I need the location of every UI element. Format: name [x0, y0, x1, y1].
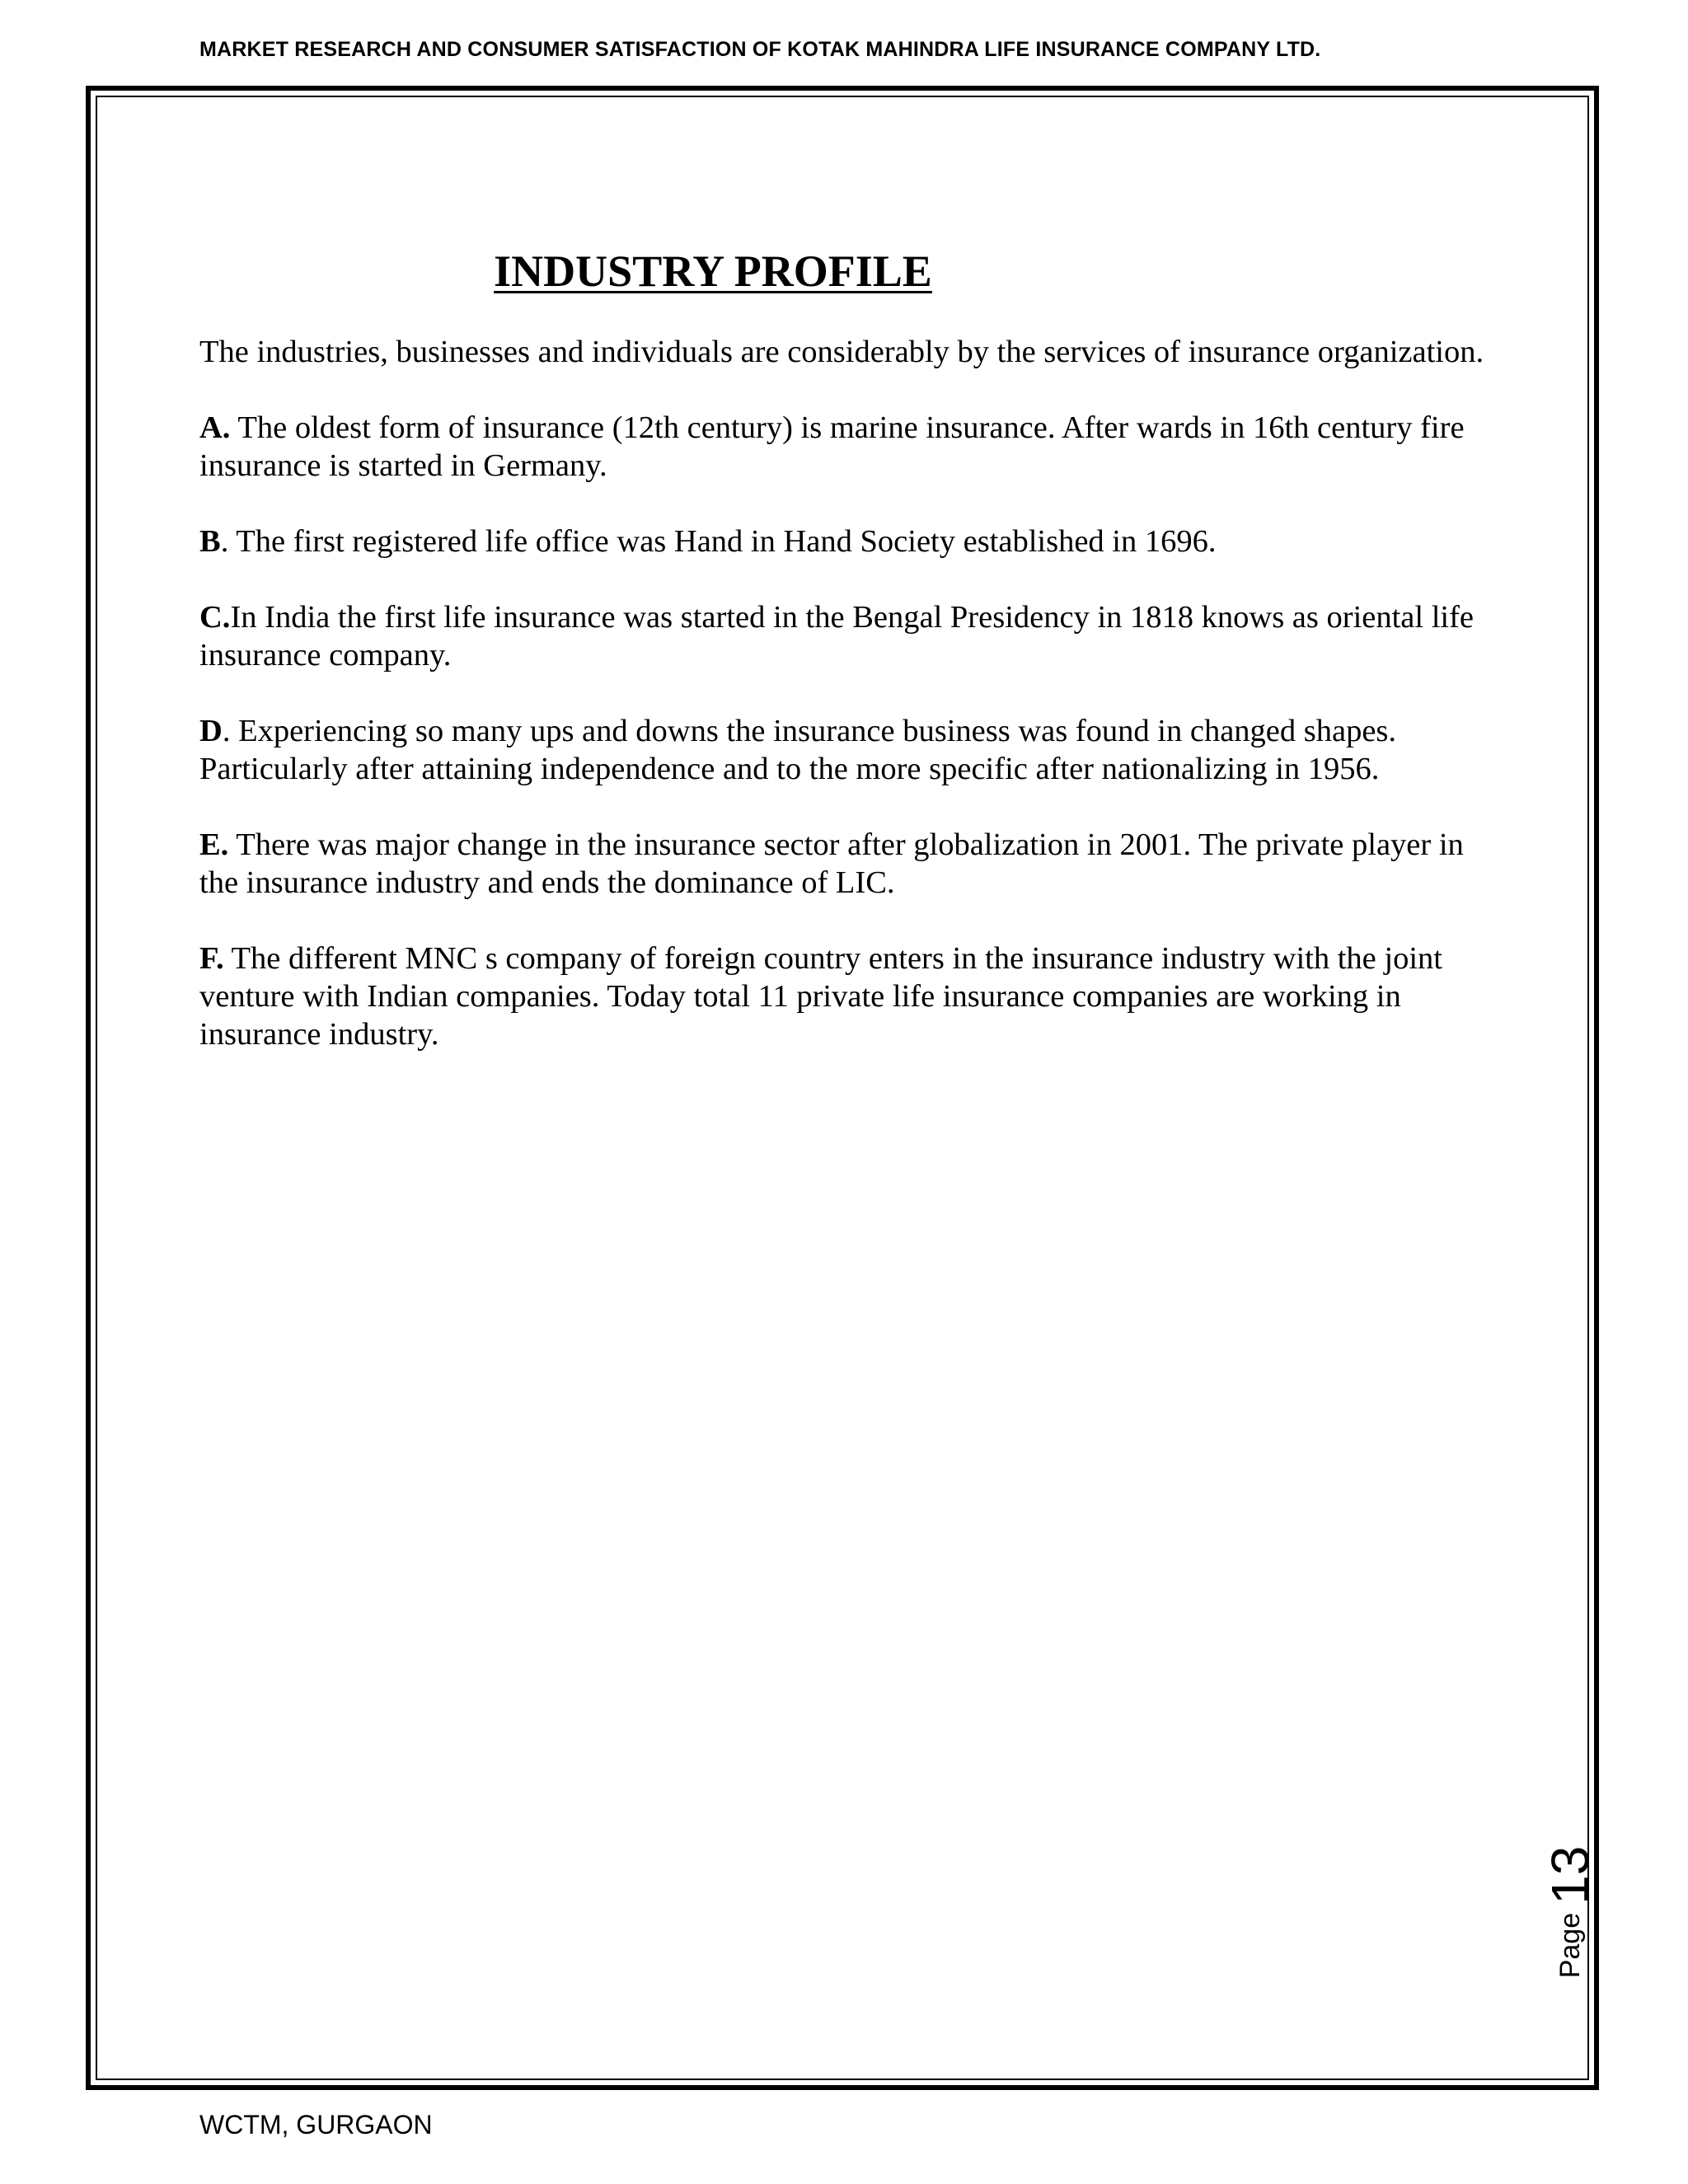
point-d-paragraph	[199, 712, 1502, 788]
intro-paragraph: The industries, businesses and individuals are considerably by the services of insurance organization.	[199, 335, 1484, 369]
page-title: INDUSTRY PROFILE	[494, 246, 932, 296]
point-e-text: There was major change in the insurance sector after globalization in 2001. The private player in the insurance industry and ends the dominance of LIC.	[199, 827, 1464, 900]
point-b-text: . The first registered life office was Hand in Hand Society established in 1696.	[220, 524, 1217, 559]
point-a-label: A.	[199, 410, 231, 445]
page-number	[1496, 1845, 1644, 1979]
point-c-text: In India the first life insurance was started in the Bengal Presidency in 1818 knows as oriental life insurance company.	[199, 600, 1475, 673]
point-d-label: D	[199, 714, 223, 748]
point-a-paragraph	[199, 409, 1502, 485]
point-a-text: The oldest form of insurance (12th century) is marine insurance. After wards in 16th century fire insurance is started in Germany.	[199, 410, 1465, 483]
point-f-label: F.	[199, 941, 224, 976]
footer-institution: WCTM, GURGAON	[199, 2110, 433, 2139]
point-e-paragraph	[199, 826, 1502, 902]
document-body	[199, 333, 1502, 1091]
point-b-paragraph	[199, 523, 1502, 560]
point-f-text: The different MNC s company of foreign country enters in the insurance industry with the joint venture with Indian companies. Today total 11 private life insurance companies are working in insurance industry.	[199, 941, 1442, 1052]
page-number-value: 13	[1540, 1845, 1600, 1905]
point-c-paragraph	[199, 598, 1502, 674]
point-b-label: B	[199, 524, 221, 559]
point-c-label: C.	[199, 600, 231, 635]
running-header: MARKET RESEARCH AND CONSUMER SATISFACTION OF KOTAK MAHINDRA LIFE INSURANCE COMPANY LTD.	[199, 38, 1321, 61]
point-d-text: . Experiencing so many ups and downs the insurance business was found in changed shapes. Particularly after attaining independence and to the more specific after nationalizing in 1956.	[199, 714, 1397, 786]
point-e-label: E.	[199, 827, 229, 862]
point-f-paragraph	[199, 940, 1502, 1053]
page-number-label: Page	[1554, 1912, 1586, 1979]
